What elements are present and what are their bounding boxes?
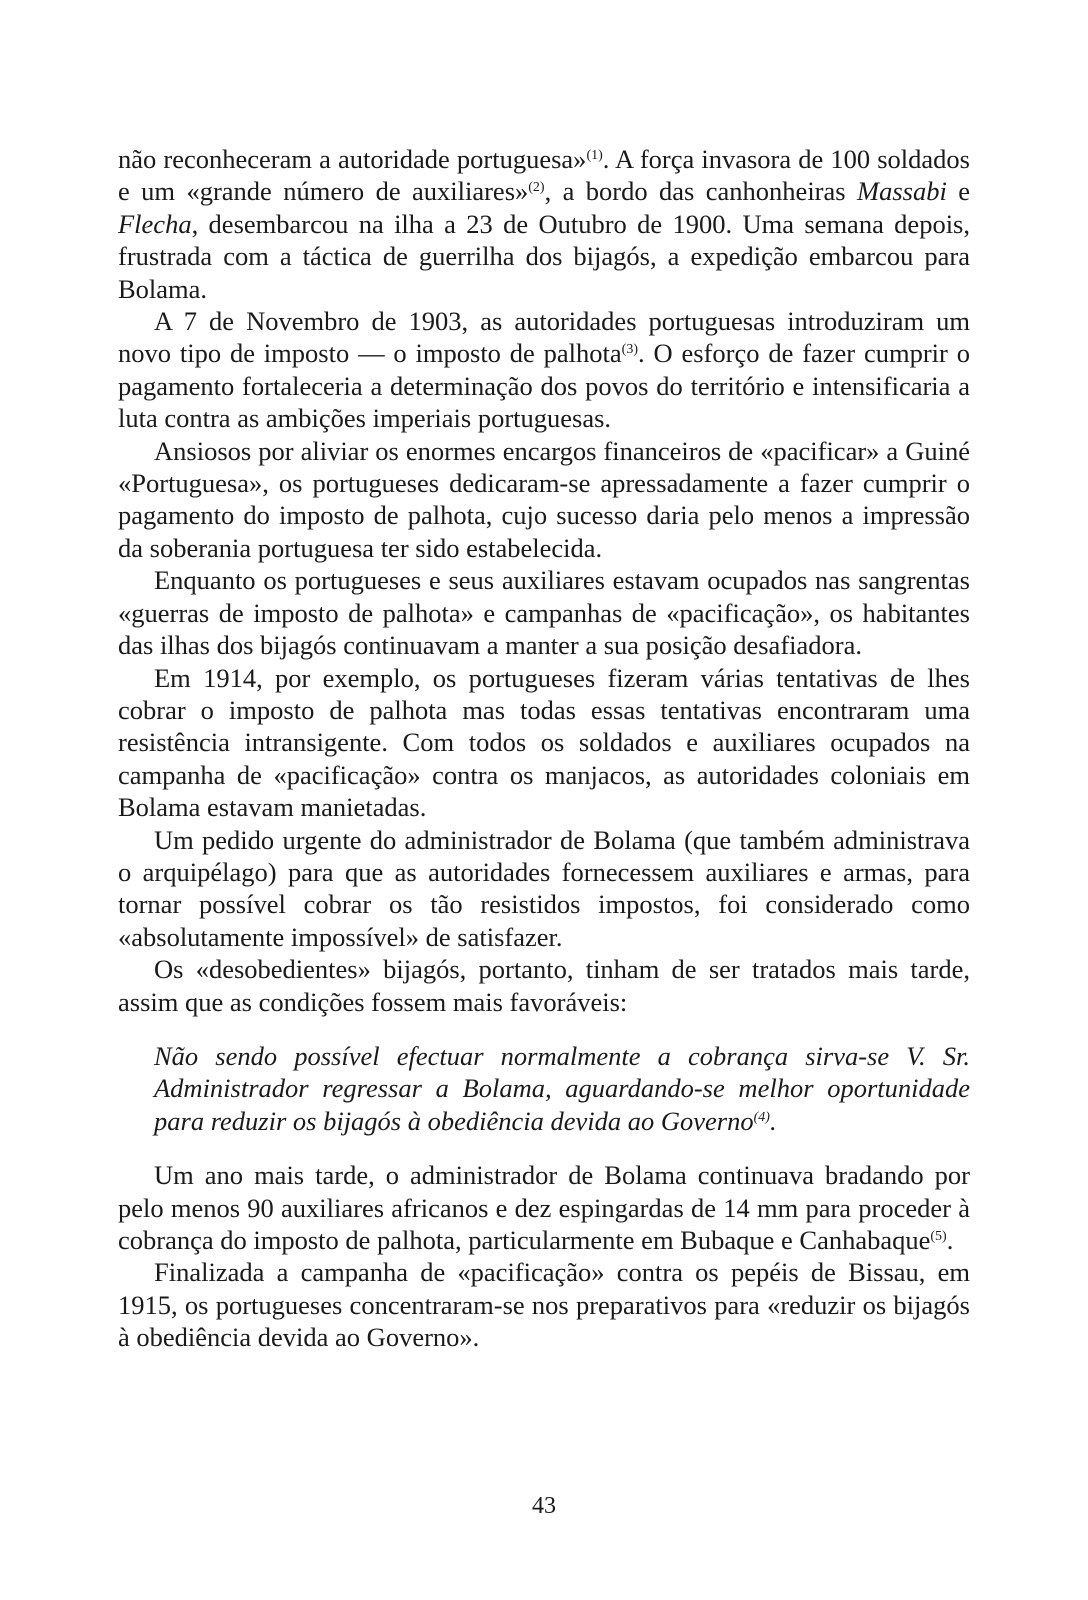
text-segment: , desembarcou na ilha a 23 de Outubro de 1900. Uma semana depois, frustrada com a táctica de guerrilha dos bijagós, a expedição embarcou para Bolama. [118, 208, 970, 304]
text-segment: e [946, 176, 971, 207]
paragraph [118, 305, 970, 435]
paragraph [118, 1159, 970, 1256]
paragraph [118, 662, 970, 824]
text-segment: . [769, 1105, 777, 1136]
text-segment: Enquanto os portugueses e seus auxiliares estavam ocupados nas sangrentas «guerras de imposto de palhota» e campanhas de «pacificação», os habitantes das ilhas dos bijagós continuavam a manter a sua posição desafiadora. [118, 565, 970, 661]
text-segment: Não sendo possível efectuar normalmente a cobrança sirva-se V. Sr. Administrador regressar a Bolama, aguardando-se melhor oportunidade para reduzir os bijagós à obediência devida ao Governo [154, 1040, 970, 1136]
text-segment: Finalizada a campanha de «pacificação» contra os pepéis de Bissau, em 1915, os portugueses concentraram-se nos preparativos para «reduzir os bijagós à obediência devida ao Governo». [118, 1257, 970, 1353]
paragraph [118, 1256, 970, 1353]
footnote-ref: (2) [528, 180, 545, 196]
paragraph [118, 143, 970, 305]
block-quote [118, 1040, 970, 1137]
text-segment: Em 1914, por exemplo, os portugueses fizeram várias tentativas de lhes cobrar o imposto de palhota mas todas essas tentativas encontraram uma resistência intransigente. Com todos os soldados e auxiliares ocupados na campanha de «pacificação» contra os manjacos, as autoridades coloniais em Bolama estavam manietadas. [118, 662, 970, 823]
paragraph [118, 824, 970, 954]
footnote-ref: (4) [753, 1109, 770, 1125]
paragraph [118, 564, 970, 661]
text-segment: . A força invasora de 100 soldados e um «grande número de auxiliares» [118, 144, 970, 207]
text-segment: . O esforço de fazer cumprir o pagamento fortaleceria a determinação dos povos do território e intensificaria a luta contra as ambições imperiais portuguesas. [118, 338, 970, 434]
italic-text: Massabi [857, 176, 947, 207]
text-segment: não reconheceram a autoridade portuguesa» [118, 144, 587, 174]
text-segment: Ansiosos por aliviar os enormes encargos financeiros de «pacificar» a Guiné «Portuguesa», os portugueses dedicaram-se apressadamente a fazer cumprir o pagamento do imposto de palhota, cujo sucesso daria pelo menos a impressão da soberania portuguesa ter sido estabelecida. [118, 435, 970, 563]
page-number: 43 [532, 1493, 556, 1519]
italic-text: Flecha [118, 208, 192, 239]
text-segment: , a bordo das canhonheiras [544, 176, 857, 207]
footnote-ref: (1) [586, 148, 603, 163]
text-segment: Os «desobedientes» bijagós, portanto, tinham de ser tratados mais tarde, assim que as condições fossem mais favoráveis: [118, 954, 970, 1017]
footnote-ref: (3) [621, 342, 638, 358]
text-segment: . [946, 1225, 954, 1255]
paragraph [118, 953, 970, 1018]
paragraph [118, 435, 970, 565]
text-segment: Um ano mais tarde, o administrador de Bolama continuava bradando por pelo menos 90 auxiliares africanos e dez espingardas de 14 mm para proceder à cobrança do imposto de palhota, particularmente em Bubaque e Canhabaque [118, 1160, 970, 1255]
text-segment: A 7 de Novembro de 1903, as autoridades portuguesas introduziram um novo tipo de imposto — o imposto de palhota [118, 306, 970, 369]
body-text [118, 143, 970, 1354]
text-segment: Um pedido urgente do administrador de Bolama (que também administrava o arquipélago) para que as autoridades fornecessem auxiliares e armas, para tornar possível cobrar os tão resistidos impostos, foi considerado como «absolutamente impossível» de satisfazer. [118, 824, 970, 952]
footnote-ref: (5) [930, 1229, 947, 1244]
